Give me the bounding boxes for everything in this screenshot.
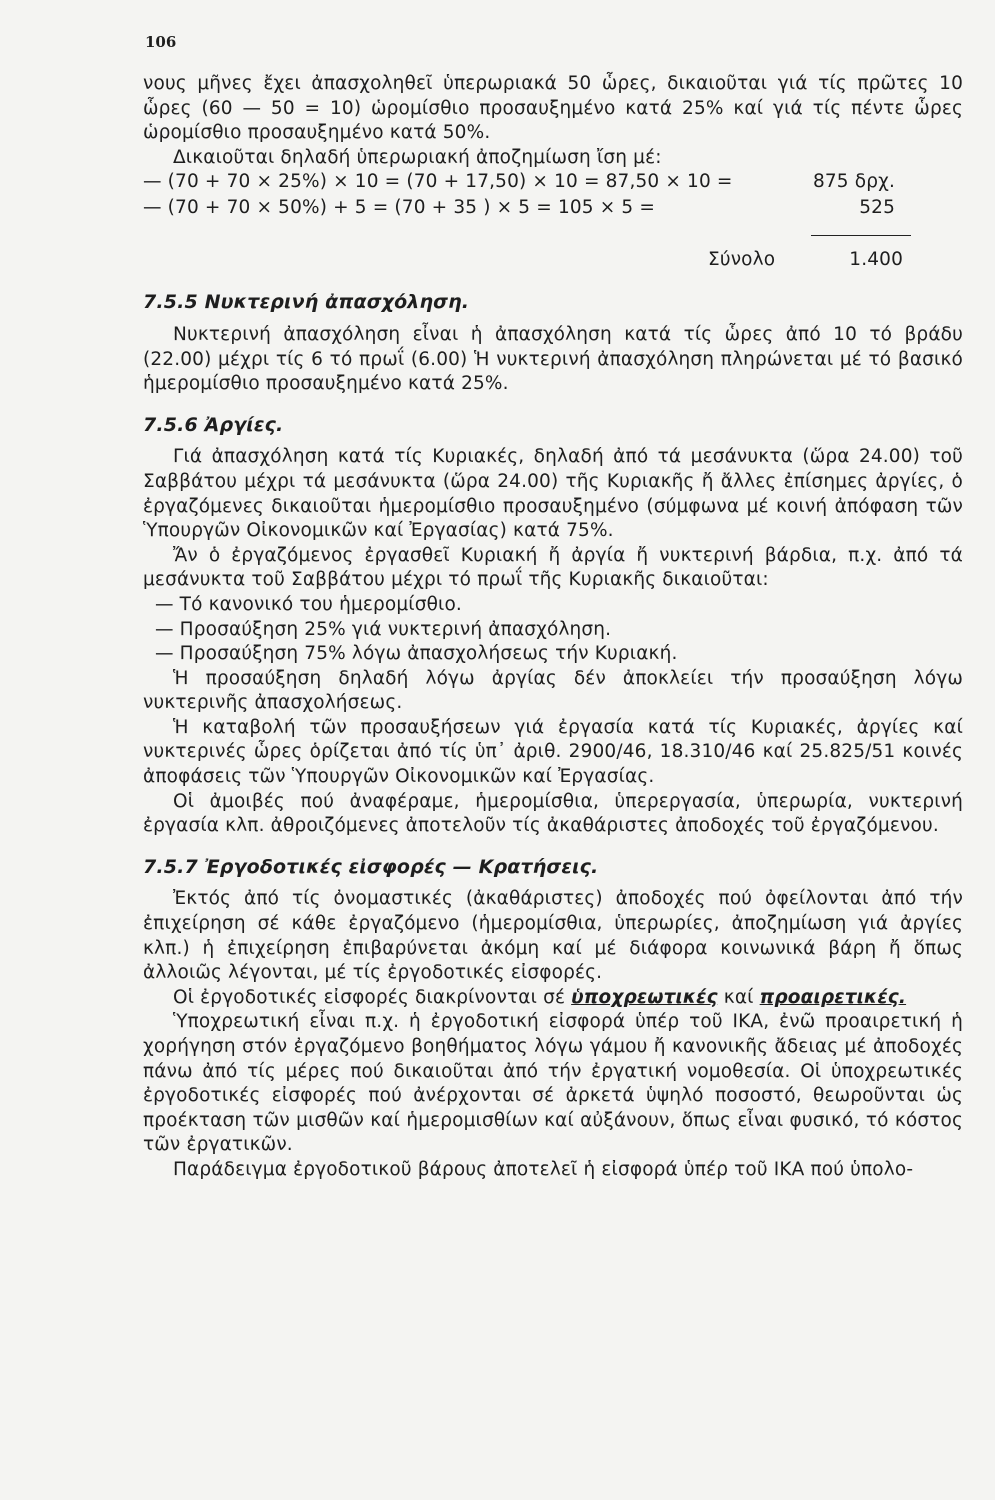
paragraph: Ἄν ὁ ἐργαζόμενος ἐργασθεῖ Κυριακή ἤ ἀργία ἤ νυκτερινή βάρδια, π.χ. ἀπό τά μεσάνυκτα τοῦ Σαββάτου μέχρι τό πρωΐ τῆς Κυριακῆς δικαιοῦται:	[143, 544, 963, 591]
list-item: — Προσαύξηση 25% γιά νυκτερινή ἀπασχόληση.	[155, 618, 612, 640]
paragraph-text: καί	[717, 986, 760, 1008]
paragraph-text: Οἱ ἐργοδοτικές εἰσφορές διακρίνονται σέ	[173, 986, 572, 1008]
calculation-line	[143, 196, 963, 222]
paragraph: Δικαιοῦται δηλαδή ὑπερωριακή ἀποζημίωση ἴση μέ:	[173, 146, 662, 168]
paragraph: Παράδειγμα ἐργοδοτικοῦ βάρους ἀποτελεῖ ἡ εἰσφορά ὑπέρ τοῦ ΙΚΑ πού ὑπολο-	[173, 1158, 914, 1180]
paragraph: Ἐκτός ἀπό τίς ὀνομαστικές (ἀκαθάριστες) ἀποδοχές πού ὀφείλονται ἀπό τήν ἐπιχείρηση σέ κάθε ἐργαζόμενο (ἡμερομίσθια, ὑπερωρίες, ἀποζημίωση γιά ἀργίες κλπ.) ἡ ἐπιχείρηση ἐπιβαρύνεται ἀκόμη καί μέ διάφορα κοινωνικά βάρη ἤ ὅπως ἀλλοιῶς λέγονται, μέ τίς ἐργοδοτικές εἰσφορές.	[143, 888, 963, 984]
emphasis-optional: προαιρετικές.	[759, 986, 907, 1008]
section-heading: 7.5.5 Νυκτερινή ἀπασχόληση.	[143, 291, 470, 314]
calculation-result: 525	[859, 197, 895, 219]
sum-rule	[143, 222, 963, 248]
section-heading: 7.5.6 Ἀργίες.	[143, 413, 284, 436]
page-number: 106	[145, 33, 177, 51]
list-item: — Προσαύξηση 75% λόγω ἀπασχολήσεως τήν Κυριακή.	[155, 643, 678, 665]
calculation-expression: — (70 + 70 × 25%) × 10 = (70 + 17,50) × 10 = 87,50 × 10 =	[143, 171, 733, 193]
calculation-expression: — (70 + 70 × 50%) + 5 = (70 + 35 ) × 5 = 105 × 5 =	[143, 197, 656, 219]
body-text	[143, 72, 963, 1183]
paragraph: Ὑποχρεωτική εἶναι π.χ. ἡ ἐργοδοτική εἰσφορά ὑπέρ τοῦ ΙΚΑ, ἐνῶ προαιρετική ἡ χορήγηση στόν ἐργαζόμενο βοηθήματος λόγω γάμου ἤ κανονικῆς ἄδειας μέ ἀποδοχές πάνω ἀπό τίς μέρες πού δικαιοῦται ἀπό τήν ἐργατική νομοθεσία. Οἱ ὑποχρεωτικές ἐργοδοτικές εἰσφορές πού ἀνέρχονται σέ ἀρκετά ὑψηλό ποσοστό, θεωροῦνται ὡς προέκταση τῶν μισθῶν καί ἡμερομισθίων καί αὐξάνουν, ὅπως εἶναι φυσικό, τό κόστος τῶν ἐργατικῶν.	[143, 1011, 963, 1156]
paragraph: Νυκτερινή ἀπασχόληση εἶναι ἡ ἀπασχόληση κατά τίς ὧρες ἀπό 10 τό βράδυ (22.00) μέχρι τίς 6 τό πρωΐ (6.00) Ἡ νυκτερινή ἀπασχόληση πληρώνεται μέ τό βασικό ἡμερομίσθιο προσαυξημένο κατά 25%.	[143, 323, 963, 395]
paragraph: Ἡ καταβολή τῶν προσαυξήσεων γιά ἐργασία κατά τίς Κυριακές, ἀργίες καί νυκτερινές ὧρες ὁρίζεται ἀπό τίς ὑπ᾽ ἀριθ. 2900/46, 18.310/46 καί 25.825/51 κοινές ἀποφάσεις τῶν Ὑπουργῶν Οἰκονομικῶν καί Ἐργασίας.	[143, 716, 963, 788]
total-line	[143, 248, 963, 274]
paragraph: νους μῆνες ἔχει ἀπασχοληθεῖ ὑπερωριακά 50 ὧρες, δικαιοῦται γιά τίς πρῶτες 10 ὧρες (60 — 50 = 10) ὡρομίσθιο προσαυξημένο κατά 25% καί γιά τίς πέντε ὧρες ὡρομίσθιο προσαυξημένο κατά 50%.	[143, 73, 963, 144]
list-item: — Τό κανονικό του ἡμερομίσθιο.	[155, 593, 462, 615]
paragraph: Οἱ ἀμοιβές πού ἀναφέραμε, ἡμερομίσθια, ὑπερεργασία, ὑπερωρία, νυκτερινή ἐργασία κλπ. ἀθροιζόμενες ἀποτελοῦν τίς ἀκαθάριστες ἀποδοχές τοῦ ἐργαζόμενου.	[143, 790, 963, 837]
calculation-line	[143, 170, 963, 196]
paragraph: Ἡ προσαύξηση δηλαδή λόγω ἀργίας δέν ἀποκλείει τήν προσαύξηση λόγω νυκτερινῆς ἀπασχολήσεως.	[143, 667, 963, 714]
paragraph	[143, 986, 963, 1011]
emphasis-mandatory: ὑποχρεωτικές	[571, 986, 718, 1008]
calculation-result: 875 δρχ.	[812, 171, 895, 193]
section-heading: 7.5.7 Ἐργοδοτικές εἰσφορές — Κρατήσεις.	[143, 855, 599, 878]
total-label: Σύνολο	[708, 249, 776, 271]
total-value: 1.400	[849, 249, 903, 271]
paragraph: Γιά ἀπασχόληση κατά τίς Κυριακές, δηλαδή ἀπό τά μεσάνυκτα (ὥρα 24.00) τοῦ Σαββάτου μέχρι τά μεσάνυκτα (ὥρα 24.00) τῆς Κυριακῆς ἤ ἄλλες ἐπίσημες ἀργίες, ὁ ἐργαζόμενες δικαιοῦται ἡμερομίσθιο προσαυξημένο (σύμφωνα μέ κοινή ἀπόφαση τῶν Ὑπουργῶν Οἰκονομικῶν καί Ἐργασίας) κατά 75%.	[143, 446, 963, 542]
